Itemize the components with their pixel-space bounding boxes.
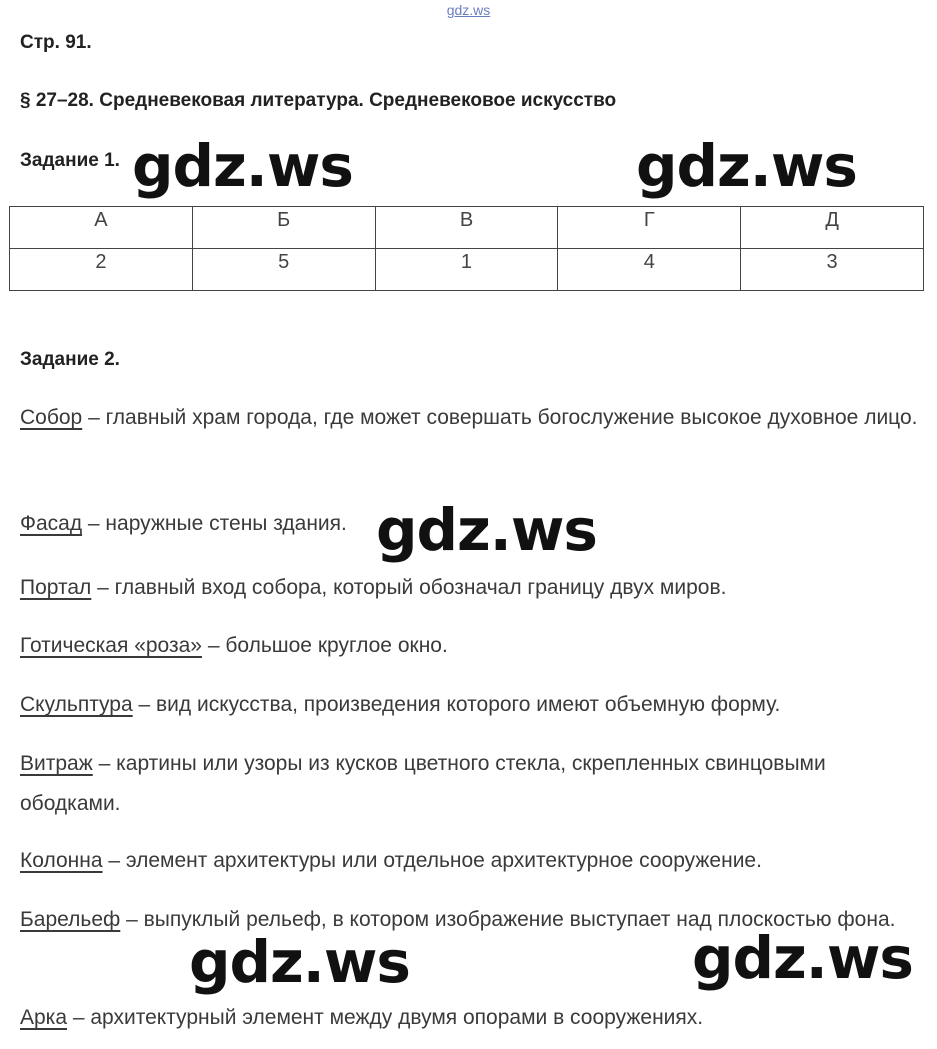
watermark: gdz.ws: [636, 132, 857, 200]
table-row: [10, 249, 924, 291]
term-entry: [20, 685, 920, 725]
term-definition: – картины или узоры из кусков цветного стекла, скрепленных свинцовыми ободками.: [20, 752, 826, 815]
term-word: Барельеф: [20, 908, 121, 931]
task1-title: Задание 1.: [20, 150, 120, 171]
term-definition: – архитектурный элемент между двумя опорами в сооружениях.: [67, 1006, 704, 1029]
term-word: Собор: [20, 406, 83, 429]
term-word: Витраж: [20, 752, 93, 775]
table-cell: 3: [741, 249, 924, 291]
table-header-cell: А: [10, 207, 193, 249]
term-definition: – главный вход собора, который обозначал границу двух миров.: [91, 576, 727, 599]
watermark: gdz.ws: [132, 132, 353, 200]
term-word: Готическая «роза»: [20, 634, 202, 657]
term-entry: [20, 841, 920, 881]
table-cell: 5: [192, 249, 375, 291]
term-entry: [20, 568, 920, 608]
table-header-cell: В: [375, 207, 558, 249]
term-definition: – вид искусства, произведения которого имеют объемную форму.: [132, 693, 781, 716]
term-entry: [20, 998, 920, 1038]
term-entry: [20, 626, 920, 666]
term-definition: – главный храм города, где может совершать богослужение высокое духовное лицо.: [82, 406, 918, 429]
term-definition: – наружные стены здания.: [82, 512, 347, 535]
term-word: Арка: [20, 1006, 68, 1029]
answer-table: [9, 206, 924, 291]
term-word: Колонна: [20, 849, 103, 872]
term-word: Фасад: [20, 512, 83, 535]
top-watermark-link[interactable]: gdz.ws: [446, 2, 491, 18]
table-header-cell: Д: [741, 207, 924, 249]
term-definition: – элемент архитектуры или отдельное архитектурное сооружение.: [102, 849, 762, 872]
page-reference: Стр. 91.: [20, 32, 92, 53]
term-word: Портал: [20, 576, 92, 599]
table-header-cell: Б: [192, 207, 375, 249]
watermark: gdz.ws: [189, 928, 410, 996]
watermark: gdz.ws: [376, 496, 597, 564]
term-definition: – большое круглое окно.: [201, 634, 448, 657]
watermark: gdz.ws: [692, 924, 913, 992]
table-header-row: [10, 207, 924, 249]
term-entry: [20, 398, 920, 438]
table-cell: 2: [10, 249, 193, 291]
task2-title: Задание 2.: [20, 349, 120, 370]
section-title: § 27–28. Средневековая литература. Средневековое искусство: [20, 90, 617, 111]
table-cell: 4: [558, 249, 741, 291]
table-header-cell: Г: [558, 207, 741, 249]
term-definition: – выпуклый рельеф, в котором изображение выступает над плоскостью фона.: [120, 908, 896, 931]
term-entry: [20, 744, 920, 824]
term-word: Скульптура: [20, 693, 133, 716]
table-cell: 1: [375, 249, 558, 291]
